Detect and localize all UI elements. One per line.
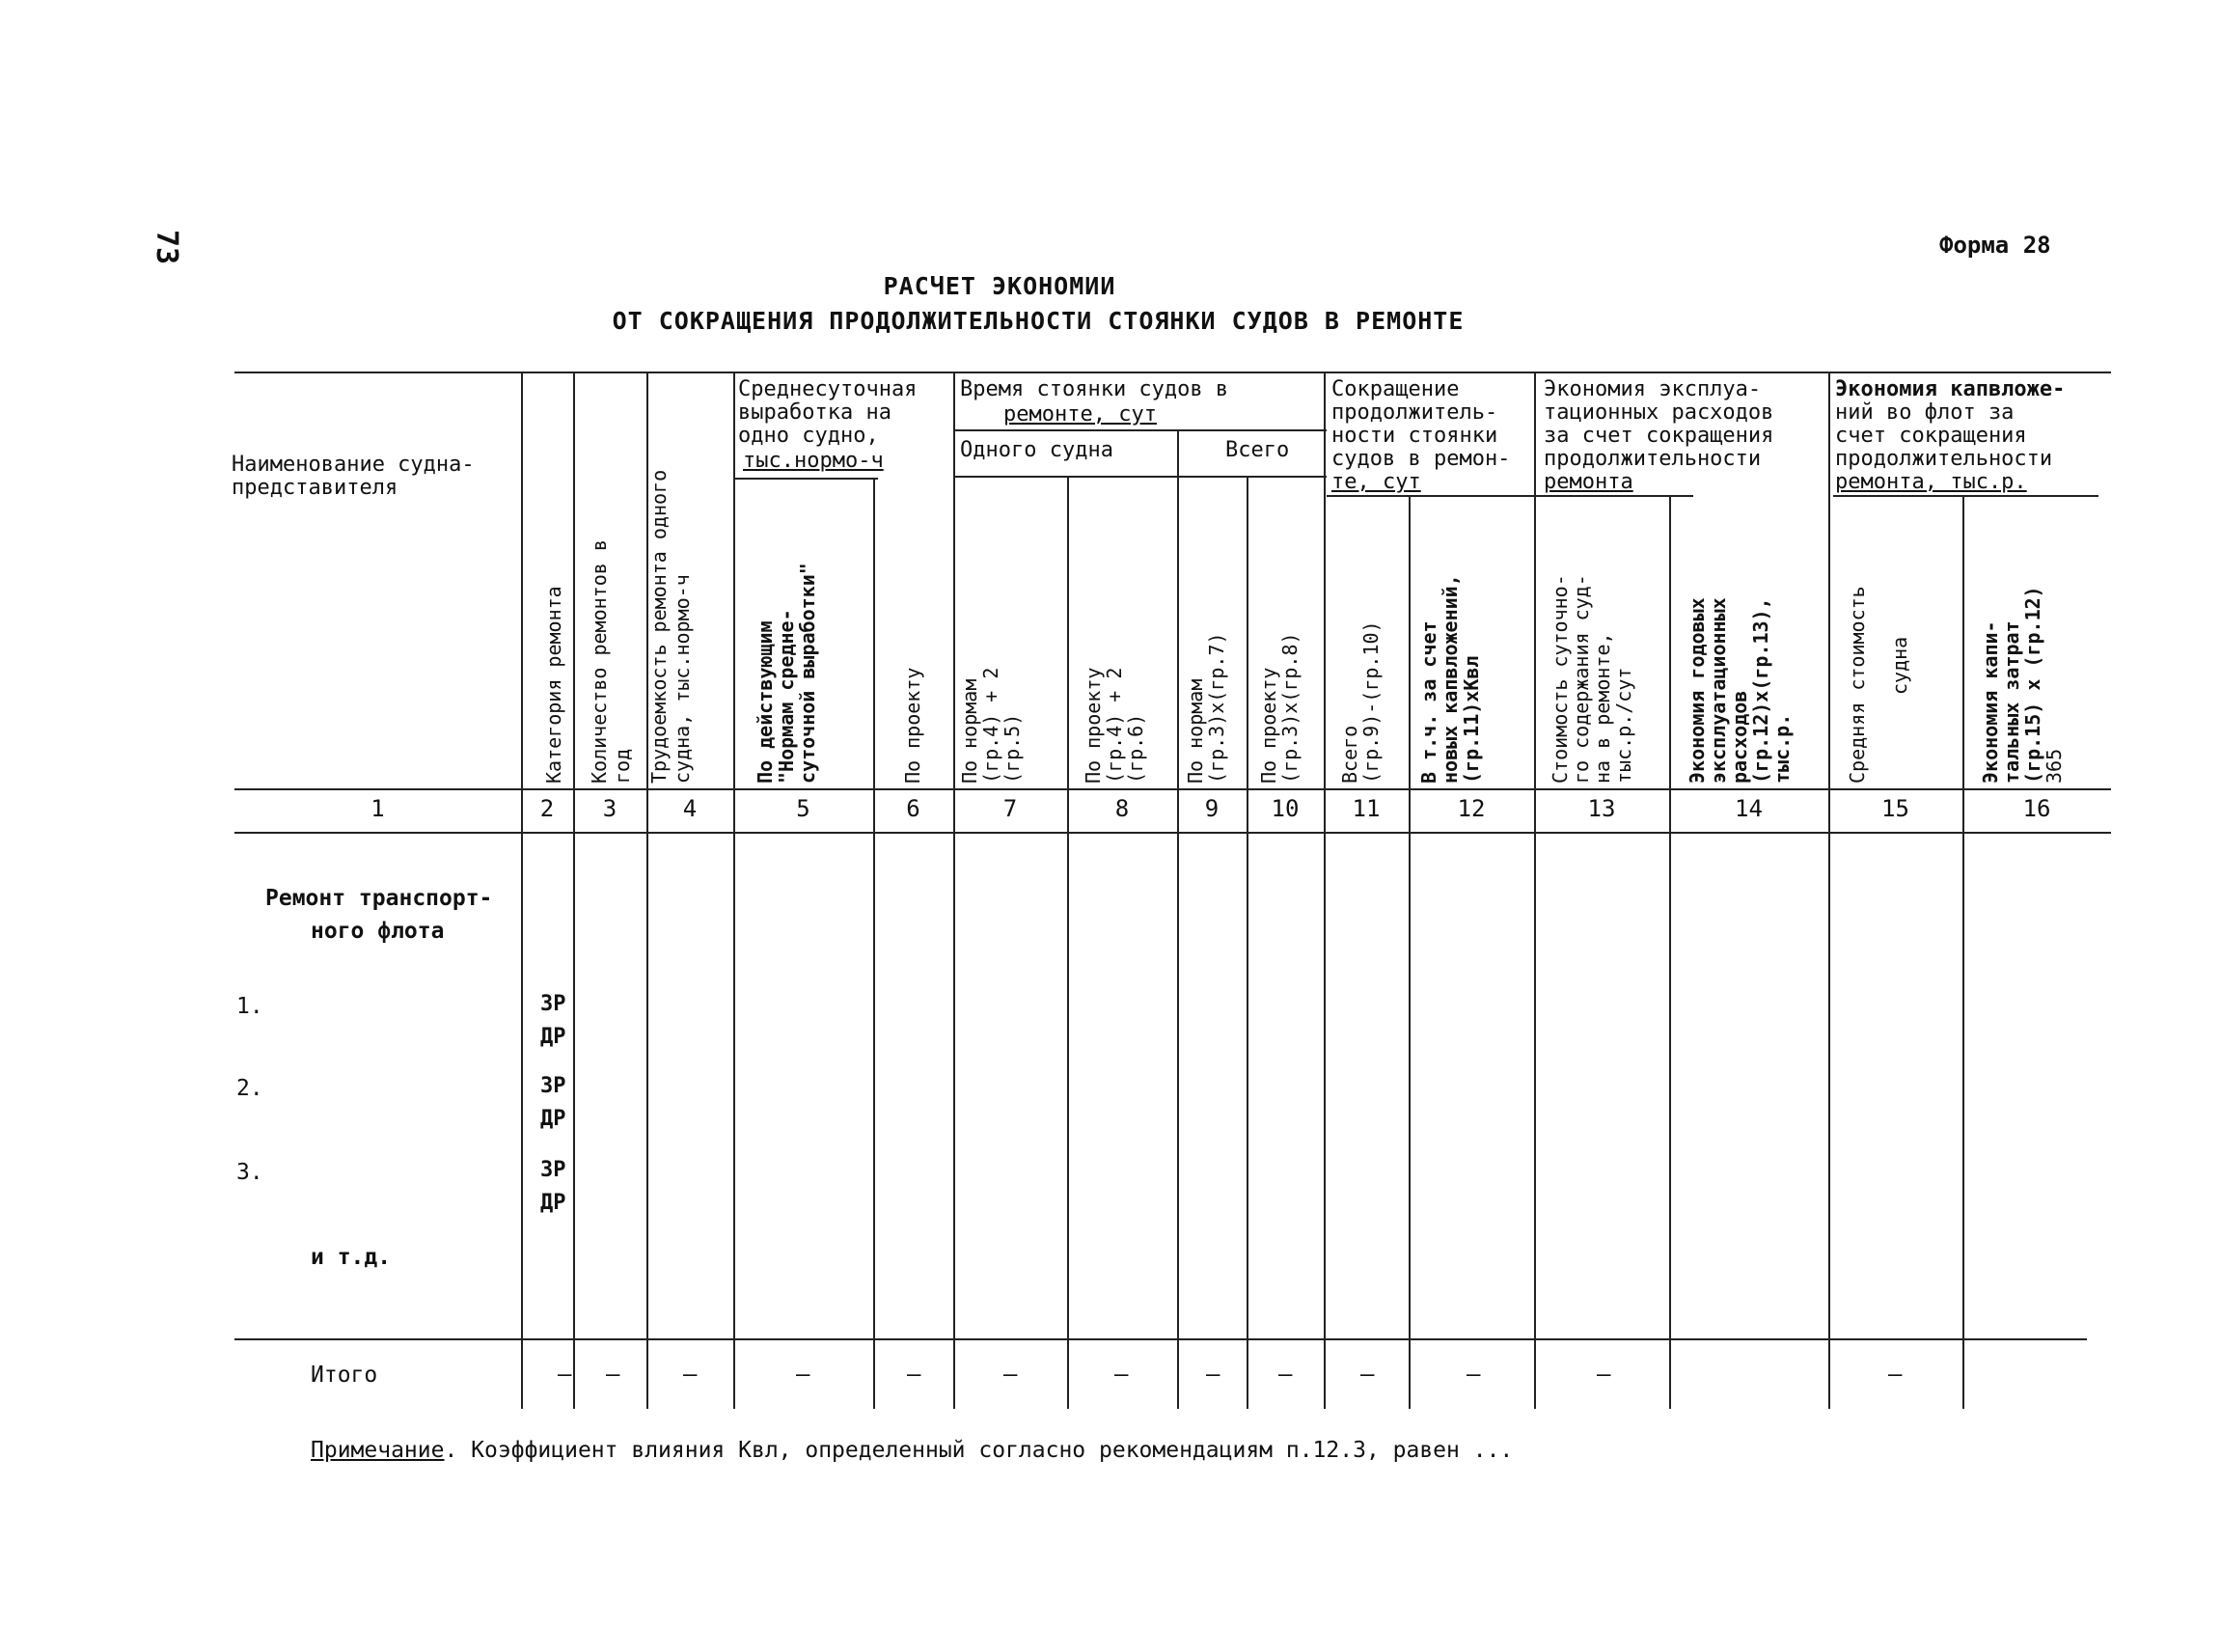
header-col16-d: 365 xyxy=(2043,748,2066,784)
total-dash-col8: – xyxy=(1114,1361,1129,1388)
total-dash-col5: – xyxy=(796,1361,810,1388)
column-number-5: 5 xyxy=(796,795,810,822)
form-label: Форма 28 xyxy=(1939,232,2051,259)
header-col15-b: судна xyxy=(1888,636,1911,695)
total-dash-col15: – xyxy=(1888,1361,1903,1388)
header-col14-c: расходов xyxy=(1728,690,1751,784)
header-col8-a: По проекту xyxy=(1082,667,1105,784)
header-group-15-16-c: счет сокращения xyxy=(1835,424,2027,448)
footnote-label: Примечание xyxy=(311,1438,445,1463)
header-group-13-14-e: ремонта xyxy=(1544,470,1633,494)
header-col11-a: Всего xyxy=(1338,725,1361,784)
header-group-11-12-d: судов в ремон- xyxy=(1331,447,1511,471)
row-number-3: 3. xyxy=(236,1160,263,1185)
header-col6: По проекту xyxy=(901,667,924,784)
header-group-13-14-a: Экономия эксплуа- xyxy=(1544,377,1762,401)
column-number-7: 7 xyxy=(1002,795,1018,822)
section-label-line2: ного флота xyxy=(311,919,445,944)
header-col13-b: го содержания суд- xyxy=(1570,574,1593,784)
document-subtitle: ОТ СОКРАЩЕНИЯ ПРОДОЛЖИТЕЛЬНОСТИ СТОЯНКИ СУДОВ В РЕМОНТЕ xyxy=(612,307,1465,335)
column-number-11: 11 xyxy=(1352,795,1381,822)
header-group-13-14-b: тационных расходов xyxy=(1544,400,1774,425)
header-col16-a: Экономия капи- xyxy=(1979,620,2002,784)
header-group-7-10-b: ремонте, сут xyxy=(1003,402,1157,427)
header-col15-a: Средняя стоимость xyxy=(1846,586,1869,784)
header-col14-e: тыс.р. xyxy=(1770,713,1794,784)
row-number-1: 1. xyxy=(236,994,263,1019)
column-number-4: 4 xyxy=(682,795,698,822)
column-number-9: 9 xyxy=(1204,795,1220,822)
header-group-13-14-d: продолжительности xyxy=(1544,447,1762,471)
header-col13-c: на в ремонте, xyxy=(1591,632,1614,784)
header-col9-b: (гр.3)х(гр.7) xyxy=(1205,632,1228,784)
header-col10-a: По проекту xyxy=(1257,667,1280,784)
column-number-10: 10 xyxy=(1271,795,1300,822)
column-number-14: 14 xyxy=(1735,795,1763,822)
header-col4-a: Трудоемкость ремонта одного xyxy=(647,469,671,784)
header-col8-c: (гр.6) xyxy=(1124,713,1147,784)
column-number-13: 13 xyxy=(1587,795,1616,822)
section-label-line1: Ремонт транспорт- xyxy=(265,886,493,911)
row-1-category-zr: ЗР xyxy=(540,992,566,1016)
header-col12-a: В т.ч. за счет xyxy=(1417,620,1440,784)
header-col9-a: По нормам xyxy=(1184,678,1207,784)
column-number-16: 16 xyxy=(2022,795,2051,822)
footnote xyxy=(311,1438,1513,1463)
total-dash-col12: – xyxy=(1467,1361,1481,1388)
header-col12-c: (гр.11)хКвл xyxy=(1460,655,1483,784)
header-group-5-6-unit: тыс.нормо-ч xyxy=(743,449,884,473)
header-col3-b: год xyxy=(611,748,634,784)
header-subgroup-7-8: Одного судна xyxy=(960,438,1113,462)
header-subgroup-9-10: Всего xyxy=(1225,438,1290,462)
header-col10-b: (гр.3)х(гр.8) xyxy=(1278,632,1302,784)
footnote-text: . Коэффициент влияния Квл, определенный согласно рекомендациям п.12.3, равен ... xyxy=(444,1438,1514,1463)
header-col5-b: "Нормам средне- xyxy=(775,609,798,784)
header-col3-a: Количество ремонтов в xyxy=(588,539,611,784)
header-group-7-10-a: Время стоянки судов в xyxy=(960,377,1229,401)
total-dash-col3: – xyxy=(606,1361,620,1388)
header-col13-d: тыс.р./сут xyxy=(1612,667,1635,784)
total-dash-col4: – xyxy=(683,1361,698,1388)
etc-label: и т.д. xyxy=(311,1245,392,1270)
column-number-15: 15 xyxy=(1881,795,1909,822)
header-group-15-16-a: Экономия капвложе- xyxy=(1835,377,2066,401)
total-label: Итого xyxy=(311,1363,378,1388)
row-3-category-dr: ДР xyxy=(540,1191,566,1215)
total-dash-col2: – xyxy=(558,1361,572,1388)
header-col14-a: Экономия годовых xyxy=(1686,597,1709,784)
column-number-6: 6 xyxy=(906,795,920,822)
header-group-11-12-b: продолжитель- xyxy=(1331,400,1498,425)
header-group-11-12-e: те, сут xyxy=(1331,470,1421,494)
header-col16-b: тальных затрат xyxy=(2000,620,2023,784)
total-dash-col13: – xyxy=(1597,1361,1611,1388)
header-col4-b: судна, тыс.нормо-ч xyxy=(671,574,694,784)
header-group-5-6: Среднесуточная выработка на одно судно, xyxy=(738,377,918,448)
page-number: 73 xyxy=(150,230,183,265)
header-group-15-16-b: ний во флот за xyxy=(1835,400,2015,425)
header-col16-c: (гр.15) х (гр.12) xyxy=(2021,586,2044,784)
header-group-11-12-c: ности стоянки xyxy=(1331,424,1498,448)
header-col8-b: (гр.4) + 2 xyxy=(1103,667,1126,784)
column-number-2: 2 xyxy=(539,795,555,822)
header-group-15-16-e: ремонта, тыс.р. xyxy=(1835,470,2027,494)
header-col11-b: (гр.9)-(гр.10) xyxy=(1359,620,1383,784)
header-col5-c: суточной выработки" xyxy=(796,563,819,784)
column-number-1: 1 xyxy=(370,795,385,822)
header-col2: Категория ремонта xyxy=(542,586,565,784)
header-col13-a: Стоимость суточно- xyxy=(1549,574,1572,784)
header-col12-b: новых капвложений, xyxy=(1439,574,1462,784)
header-col7-c: (гр.5) xyxy=(1001,713,1024,784)
row-1-category-dr: ДР xyxy=(540,1025,566,1049)
row-2-category-zr: ЗР xyxy=(540,1074,566,1098)
header-group-13-14-c: за счет сокращения xyxy=(1544,424,1774,448)
header-col1: Наименование судна-представителя xyxy=(232,453,475,500)
column-number-8: 8 xyxy=(1114,795,1130,822)
total-dash-col9: – xyxy=(1206,1361,1220,1388)
header-group-11-12-a: Сокращение xyxy=(1331,377,1460,401)
header-col7-a: По нормам xyxy=(958,678,981,784)
document-title: РАСЧЕТ ЭКОНОМИИ xyxy=(883,272,1116,300)
total-dash-col7: – xyxy=(1003,1361,1018,1388)
total-dash-col6: – xyxy=(907,1361,921,1388)
header-col14-b: эксплуатационных xyxy=(1707,597,1730,784)
header-col5-a: По действующим xyxy=(754,620,777,784)
total-dash-col11: – xyxy=(1360,1361,1375,1388)
column-number-12: 12 xyxy=(1457,795,1486,822)
total-dash-col10: – xyxy=(1278,1361,1293,1388)
row-2-category-dr: ДР xyxy=(540,1107,566,1131)
header-col7-b: (гр.4) + 2 xyxy=(979,667,1002,784)
column-number-3: 3 xyxy=(602,795,617,822)
header-group-15-16-d: продолжительности xyxy=(1835,447,2053,471)
row-3-category-zr: ЗР xyxy=(540,1158,566,1182)
row-number-2: 2. xyxy=(236,1076,263,1101)
header-col14-d: (гр.12)х(гр.13), xyxy=(1749,597,1772,784)
